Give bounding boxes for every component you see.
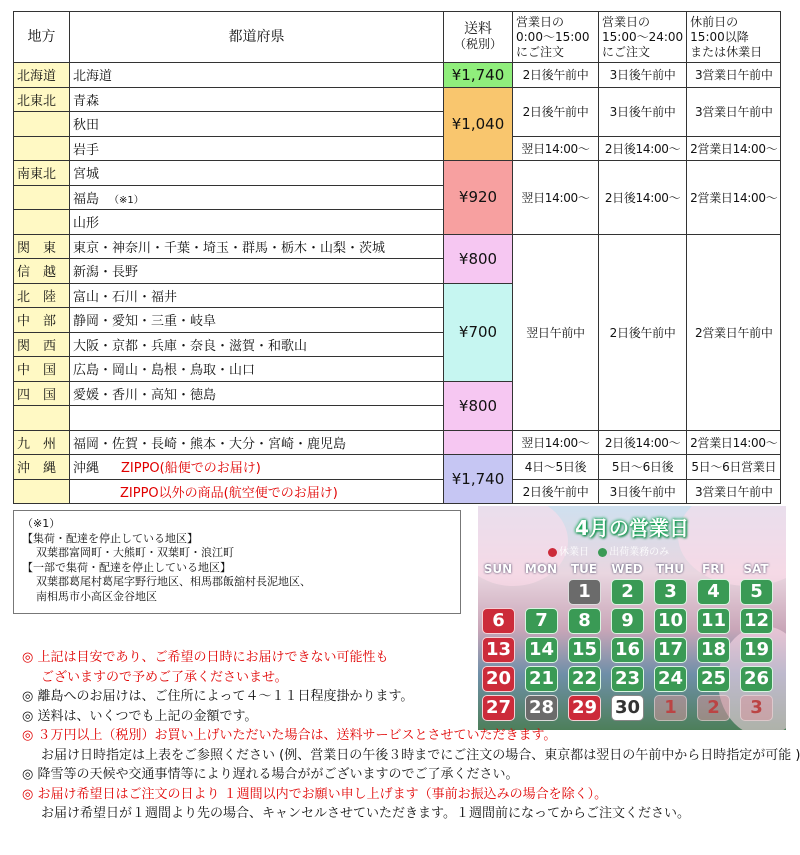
calendar-day: 4 xyxy=(697,579,730,605)
delivery-cell: 2日後14:00～ xyxy=(599,136,687,161)
calendar-day: 2 xyxy=(611,579,644,605)
header-fee: 送料 （税別） xyxy=(444,12,513,63)
prefecture-cell: 福岡・佐賀・長崎・熊本・大分・宮崎・鹿児島 xyxy=(70,430,444,455)
calendar-day: 30 xyxy=(611,695,644,721)
note-line: お届け希望日が１週間より先の場合、キャンセルさせていただきます。１週間前になってからご注文ください。 xyxy=(41,806,690,821)
calendar-day: 25 xyxy=(697,666,730,692)
delivery-cell: 3営業日午前中 xyxy=(687,479,781,504)
calendar-day: 10 xyxy=(654,608,687,634)
fee-cell: ¥1,040 xyxy=(444,87,513,161)
fee-cell: ¥1,740 xyxy=(444,455,513,504)
calendar-day: 20 xyxy=(482,666,515,692)
table-row xyxy=(14,430,781,455)
calendar-day: 7 xyxy=(525,608,558,634)
prefecture-cell: 愛媛・香川・高知・徳島 xyxy=(70,381,444,406)
header-col3: 休前日の 15:00以降 または休業日 xyxy=(687,12,781,63)
delivery-cell: 3営業日午前中 xyxy=(687,87,781,136)
fee-cell: ¥700 xyxy=(444,283,513,381)
footnote-mark: （※1） xyxy=(22,517,61,530)
weekday-header: THU xyxy=(656,562,684,576)
prefecture-cell: 山形 xyxy=(70,210,444,235)
footnote-box xyxy=(13,510,461,614)
weekday-header: SAT xyxy=(743,562,769,576)
region-cell: 四 国 xyxy=(14,381,70,406)
weekday-header: TUE xyxy=(570,562,598,576)
footnote-line: 南相馬市小高区金谷地区 xyxy=(36,589,157,603)
note-line: お届け日時指定は上表をご参照ください (例、営業日の午後３時までにご注文の場合、東京都は翌日の午前中から日時指定が可能 ) xyxy=(41,747,800,763)
delivery-cell: 3日後午前中 xyxy=(599,87,687,136)
calendar-day: 13 xyxy=(482,637,515,663)
calendar-day: 2 xyxy=(697,695,730,721)
prefecture-cell xyxy=(70,406,444,431)
table-header-row xyxy=(14,12,781,63)
delivery-cell: 2営業日午前中 xyxy=(687,234,781,430)
note-line: ございますので予めご了承くださいませ。 xyxy=(41,669,288,685)
delivery-cell: 2日後14:00～ xyxy=(599,430,687,455)
delivery-cell: 2営業日14:00～ xyxy=(687,430,781,455)
delivery-cell: 翌日午前中 xyxy=(513,234,599,430)
legend-partial-label: 出荷業務のみ xyxy=(609,547,670,558)
delivery-cell: 5日～6日営業日 xyxy=(687,455,781,480)
delivery-cell: 翌日14:00～ xyxy=(513,136,599,161)
delivery-cell: 4日～5日後 xyxy=(513,455,599,480)
region-cell xyxy=(14,406,70,431)
prefecture-cell: 宮城 xyxy=(70,161,444,186)
footnote-line: 双葉郡葛尾村葛尾字野行地区、相馬郡飯舘村長泥地区、 xyxy=(36,575,311,588)
region-cell: 南東北 xyxy=(14,161,70,186)
header-col1: 営業日の 0:00～15:00 にご注文 xyxy=(513,12,599,63)
table-row xyxy=(14,455,781,480)
region-cell: 北海道 xyxy=(14,63,70,88)
region-cell xyxy=(14,112,70,137)
header-col2: 営業日の 15:00～24:00 にご注文 xyxy=(599,12,687,63)
table-row xyxy=(14,479,781,504)
region-cell: 中 部 xyxy=(14,308,70,333)
calendar-day: 28 xyxy=(525,695,558,721)
note-line: ◎ 上記は目安であり、ご希望の日時にお届けできない可能性も xyxy=(22,650,389,665)
delivery-cell: 5日～6日後 xyxy=(599,455,687,480)
calendar-day: 24 xyxy=(654,666,687,692)
prefecture-cell: 沖縄 ZIPPO(船便でのお届け) xyxy=(70,455,444,480)
calendar-day: 1 xyxy=(568,579,601,605)
calendar-day: 5 xyxy=(740,579,773,605)
prefecture-cell: 富山・石川・福井 xyxy=(70,283,444,308)
prefecture-cell: 秋田 xyxy=(70,112,444,137)
note-line: ◎ お届け希望日はご注文の日より １週間以内でお願い申し上げます（事前お振込みの場合を除く）。 xyxy=(22,786,608,802)
table-row xyxy=(14,161,781,186)
calendar-day: 8 xyxy=(568,608,601,634)
delivery-cell: 2日後14:00～ xyxy=(599,161,687,235)
prefecture-cell: 大阪・京都・兵庫・奈良・滋賀・和歌山 xyxy=(70,332,444,357)
calendar-day: 14 xyxy=(525,637,558,663)
region-cell xyxy=(14,479,70,504)
delivery-cell: 2営業日14:00～ xyxy=(687,136,781,161)
note-line: ◎ 離島へのお届けは、ご住所によって４～１１日程度掛かります。 xyxy=(22,689,414,704)
prefecture-cell: 福島 （※1） xyxy=(70,185,444,210)
partial-dot-icon xyxy=(598,548,607,557)
calendar-day: 3 xyxy=(654,579,687,605)
region-cell xyxy=(14,185,70,210)
region-cell xyxy=(14,210,70,235)
weekday-header: WED xyxy=(611,562,643,576)
weekday-header: SUN xyxy=(483,562,513,576)
calendar-day: 16 xyxy=(611,637,644,663)
fee-cell: ¥1,740 xyxy=(444,63,513,88)
footnote-line: 双葉郡富岡町・大熊町・双葉町・浪江町 xyxy=(36,546,234,559)
region-cell: 関 西 xyxy=(14,332,70,357)
note-line: ◎ 送料は、いくつでも上記の金額です。 xyxy=(22,708,258,724)
prefecture-cell: 新潟・長野 xyxy=(70,259,444,284)
calendar-day: 18 xyxy=(697,637,730,663)
calendar-day: 6 xyxy=(482,608,515,634)
table-row xyxy=(14,63,781,88)
calendar-day: 17 xyxy=(654,637,687,663)
footnote-line: 【一部で集荷・配達を停止している地区】 xyxy=(22,560,231,574)
header-region: 地方 xyxy=(14,12,70,63)
note-line: ◎ ３万円以上（税別）お買い上げいただいた場合は、送料サービスとさせていただきます。 xyxy=(22,728,557,743)
delivery-cell: 3営業日午前中 xyxy=(687,63,781,88)
legend-closed-label: 休業日 xyxy=(559,547,589,558)
shipping-table xyxy=(13,11,781,504)
calendar-legend xyxy=(548,543,669,558)
region-cell: 北東北 xyxy=(14,87,70,112)
prefecture-cell: 東京・神奈川・千葉・埼玉・群馬・栃木・山梨・茨城 xyxy=(70,234,444,259)
region-cell: 九 州 xyxy=(14,430,70,455)
delivery-cell: 2日後午前中 xyxy=(513,63,599,88)
fee-cell: ¥920 xyxy=(444,161,513,235)
notes-section xyxy=(22,648,800,824)
prefecture-cell: 静岡・愛知・三重・岐阜 xyxy=(70,308,444,333)
region-cell: 中 国 xyxy=(14,357,70,382)
prefecture-cell: 北海道 xyxy=(70,63,444,88)
calendar-day: 26 xyxy=(740,666,773,692)
table-row xyxy=(14,136,781,161)
calendar-day: 19 xyxy=(740,637,773,663)
region-cell: 北 陸 xyxy=(14,283,70,308)
delivery-cell: 翌日14:00～ xyxy=(513,430,599,455)
fee-cell: ¥800 xyxy=(444,381,513,430)
calendar-day: 12 xyxy=(740,608,773,634)
calendar-day: 29 xyxy=(568,695,601,721)
weekday-header: FRI xyxy=(702,562,724,576)
prefecture-cell: 青森 xyxy=(70,87,444,112)
region-cell xyxy=(14,136,70,161)
calendar-day: 22 xyxy=(568,666,601,692)
calendar-title: 4月の営業日 xyxy=(575,516,689,540)
footnote-line: 【集荷・配達を停止している地区】 xyxy=(22,531,198,545)
header-prefecture: 都道府県 xyxy=(70,12,444,63)
calendar-day: 3 xyxy=(740,695,773,721)
delivery-cell: 2日後午前中 xyxy=(513,87,599,136)
prefecture-cell: 岩手 xyxy=(70,136,444,161)
delivery-cell: 翌日14:00～ xyxy=(513,161,599,235)
region-cell: 沖 縄 xyxy=(14,455,70,480)
calendar-day: 15 xyxy=(568,637,601,663)
calendar-day: 23 xyxy=(611,666,644,692)
closed-dot-icon xyxy=(548,548,557,557)
prefecture-cell: ZIPPO以外の商品(航空便でのお届け) xyxy=(70,479,444,504)
weekday-header: MON xyxy=(524,562,558,576)
delivery-cell: 2営業日14:00～ xyxy=(687,161,781,235)
delivery-cell: 2日後午前中 xyxy=(513,479,599,504)
delivery-cell: 3日後午前中 xyxy=(599,479,687,504)
fee-cell: ¥800 xyxy=(444,234,513,283)
calendar-day: 27 xyxy=(482,695,515,721)
region-cell: 関 東 xyxy=(14,234,70,259)
region-cell: 信 越 xyxy=(14,259,70,284)
table-row xyxy=(14,234,781,259)
calendar-day: 1 xyxy=(654,695,687,721)
calendar-day: 9 xyxy=(611,608,644,634)
fee-cell xyxy=(444,430,513,455)
table-row xyxy=(14,87,781,112)
prefecture-cell: 広島・岡山・島根・鳥取・山口 xyxy=(70,357,444,382)
calendar-day: 21 xyxy=(525,666,558,692)
note-line: ◎ 降雪等の天候や交通事情等により遅れる場合ががございますのでご了承ください。 xyxy=(22,767,519,782)
calendar-day: 11 xyxy=(697,608,730,634)
delivery-cell: 2日後午前中 xyxy=(599,234,687,430)
delivery-cell: 3日後午前中 xyxy=(599,63,687,88)
